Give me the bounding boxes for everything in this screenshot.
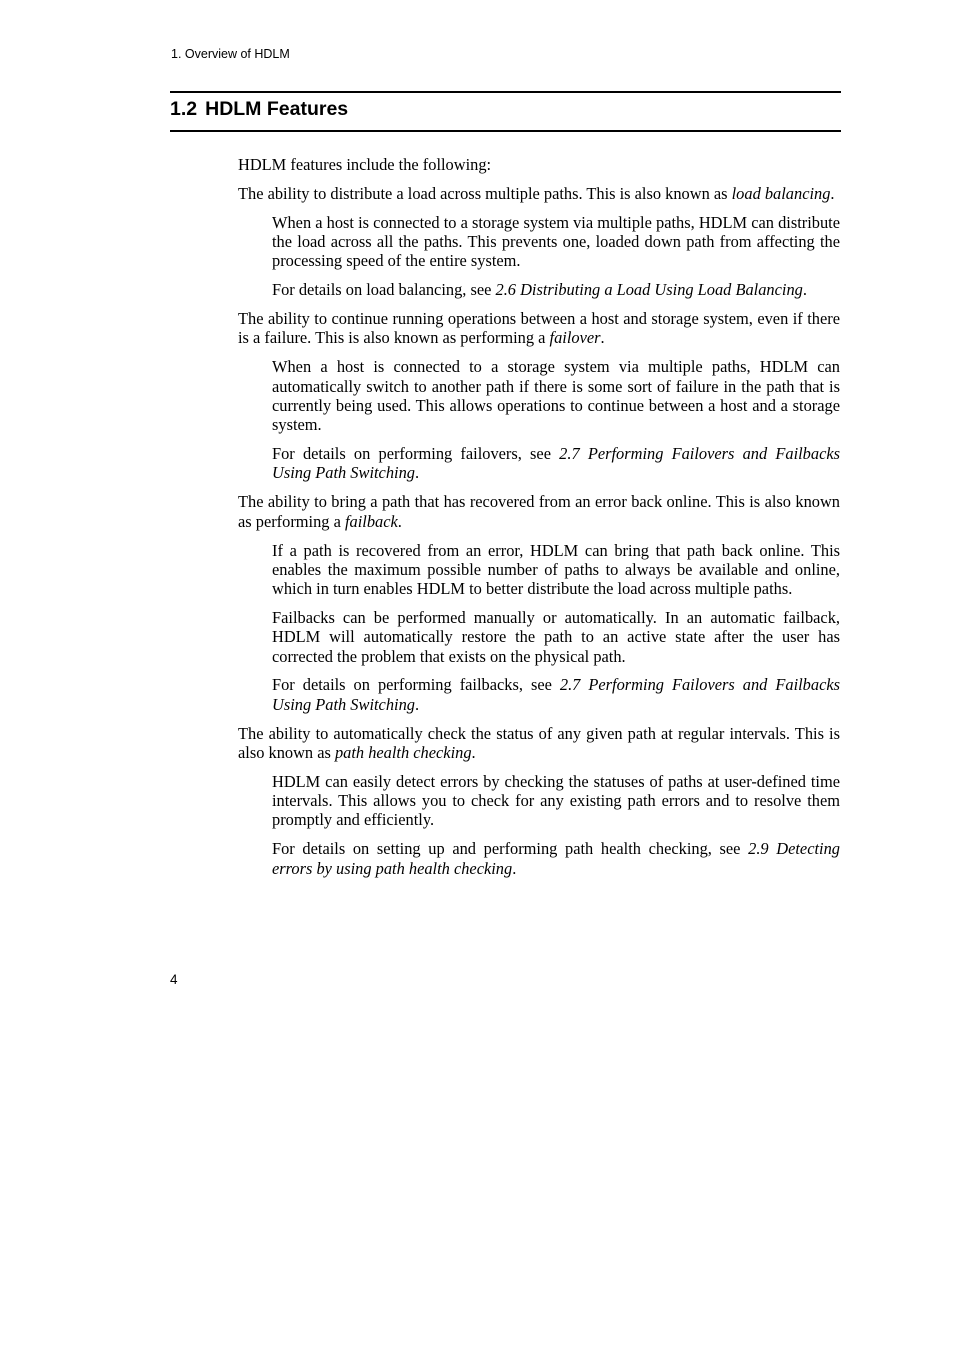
health-check-term: path health checking	[334, 742, 472, 762]
failback-xref: 2.7 Performing Failovers and Failbacks Using Path Switching	[272, 675, 841, 714]
failover-description: When a host is connected to a storage system via multiple paths, HDLM can automatically switch to another path if there is some sort of failure in the path that is currently being used. This allows operations to continue between a host and a storage system.	[272, 357, 840, 435]
load-balancing-term: load balancing	[731, 183, 831, 203]
section-heading	[170, 98, 348, 121]
health-check-paragraph: The ability to automatically check the status of any given path at regular intervals. This is also known as path health checking.	[238, 723, 840, 762]
failover-term: failover	[549, 328, 601, 348]
load-balancing-description: When a host is connected to a storage system via multiple paths, HDLM can distribute the load across all the paths. This prevents one, loaded down path from affecting the processing speed of the entire system.	[272, 212, 840, 271]
failover-paragraph: The ability to continue running operations between a host and storage system, even if there is a failure. This is also known as performing a failover.	[238, 309, 840, 348]
failback-paragraph: The ability to bring a path that has recovered from an error back online. This is also known as performing a failback.	[238, 492, 840, 531]
health-check-xref: 2.9 Detecting errors by using path health checking	[272, 839, 840, 878]
section-title: HDLM Features	[205, 98, 349, 120]
load-balancing-paragraph: The ability to distribute a load across multiple paths. This is also known as load balancing.	[238, 183, 835, 203]
health-check-reference: For details on setting up and performing path health checking, see 2.9 Detecting errors by using path health checking.	[272, 839, 840, 878]
title-rule-top	[170, 91, 841, 93]
failback-term: failback	[344, 511, 398, 531]
failback-description-1: If a path is recovered from an error, HDLM can bring that path back online. This enables the maximum possible number of paths to always be available and online, which in turn enables HDLM to better distribute the load across multiple paths.	[272, 540, 840, 599]
intro-paragraph: HDLM features include the following:	[238, 155, 492, 174]
section-number: 1.2	[170, 98, 198, 120]
load-balancing-xref: 2.6 Distributing a Load Using Load Balancing	[495, 280, 803, 300]
load-balancing-reference: For details on load balancing, see 2.6 Distributing a Load Using Load Balancing.	[272, 280, 807, 300]
page-number: 4	[170, 972, 178, 987]
running-header: 1. Overview of HDLM	[171, 47, 290, 61]
health-check-description: HDLM can easily detect errors by checking the statuses of paths at user-defined time intervals. This allows you to check for any existing path errors and to resolve them promptly and efficiently.	[272, 771, 840, 830]
failback-reference: For details on performing failbacks, see 2.7 Performing Failovers and Failbacks Using Path Switching.	[272, 675, 841, 714]
failback-description-2: Failbacks can be performed manually or automatically. In an automatic failback, HDLM will automatically restore the path to an active state after the user has corrected the problem that exists on the physical path.	[272, 607, 840, 666]
failover-reference: For details on performing failovers, see 2.7 Performing Failovers and Failbacks Using Path Switching.	[272, 444, 840, 483]
body-text	[238, 155, 840, 878]
failover-xref: 2.7 Performing Failovers and Failbacks Using Path Switching	[272, 444, 840, 483]
title-rule-bottom	[170, 130, 841, 132]
